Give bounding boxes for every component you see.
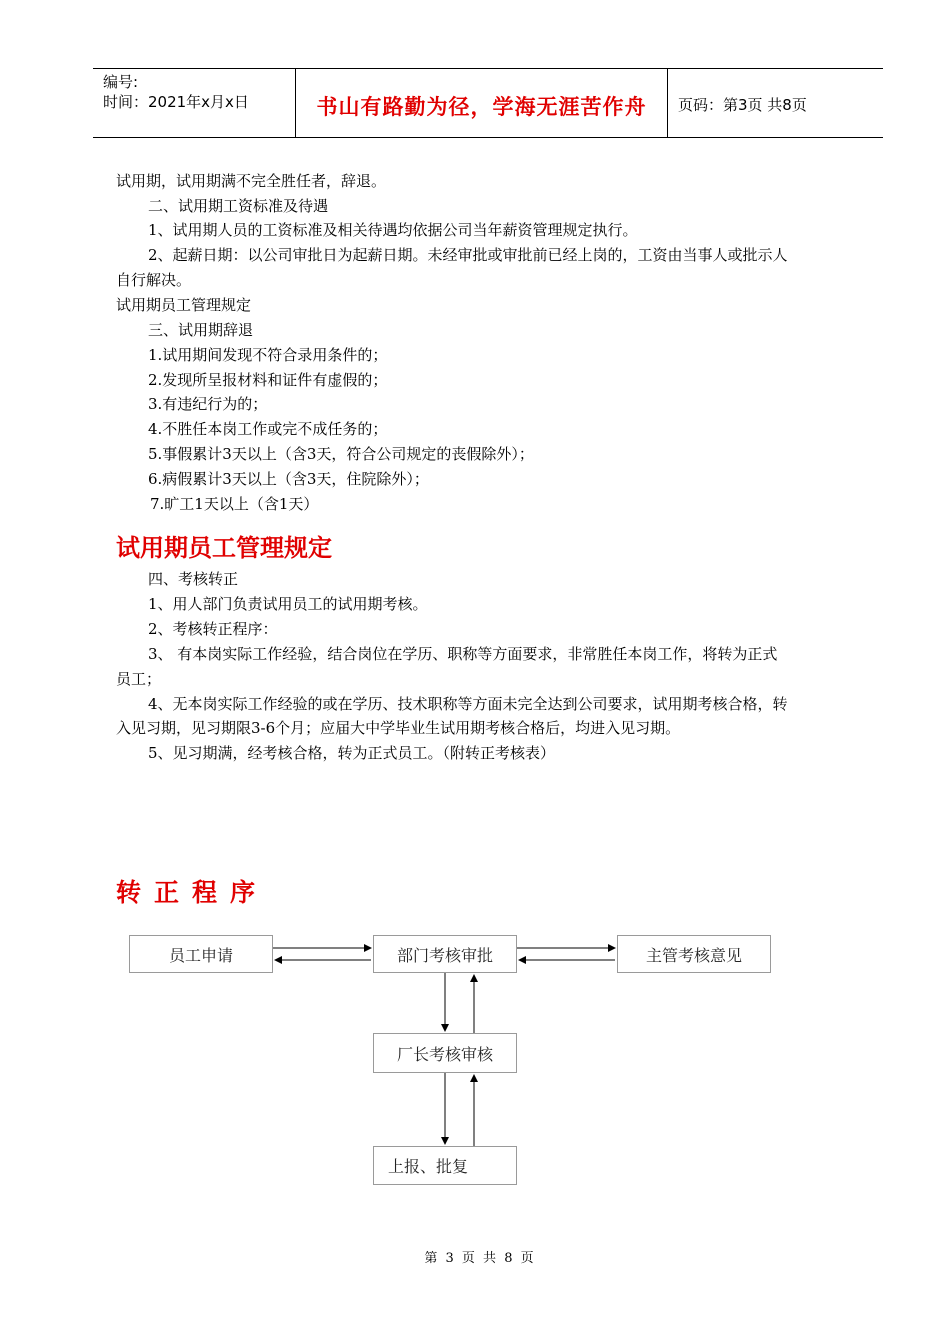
- section-heading: 试用期员工管理规定: [116, 534, 332, 562]
- section-line: 四、考核转正: [148, 570, 239, 588]
- flow-node-director: 厂长考核审核: [373, 1033, 517, 1073]
- header-motto: 书山有路勤为径，学海无涯苦作舟: [316, 94, 647, 119]
- flow-node-report: 上报、批复: [373, 1146, 517, 1185]
- body-line: 5.事假累计3天以上（含3天，符合公司规定的丧假除外）；: [148, 445, 534, 463]
- body-line: 1.试用期间发现不符合录用条件的；: [148, 346, 388, 364]
- section-line: 入见习期，见习期限3-6个月；应届大中学毕业生试用期考核合格后，均进入见习期。: [116, 719, 681, 737]
- section-line: 员工；: [116, 670, 162, 688]
- section-line: 4、无本岗实际工作经验的或在学历、技术职称等方面未完全达到公司要求，试用期考核合格，转: [148, 695, 788, 713]
- body-line: 7.旷工1天以上（含1天）: [150, 495, 319, 513]
- flowchart-title: 转正程序: [116, 878, 269, 907]
- body-line: 4.不胜任本岗工作或完不成任务的；: [148, 420, 388, 438]
- flow-node-dept: 部门考核审批: [373, 935, 517, 973]
- page-footer: 第 3 页 共 8 页: [424, 1251, 536, 1266]
- header-page-number: 页码：第3页 共8页: [678, 96, 807, 114]
- body-line: 自行解决。: [116, 271, 192, 289]
- body-line: 试用期员工管理规定: [116, 296, 252, 314]
- body-line: 3.有违纪行为的；: [148, 395, 268, 413]
- body-line: 试用期，试用期满不完全胜任者，辞退。: [116, 172, 387, 190]
- flow-node-apply: 员工申请: [129, 935, 273, 973]
- document-number-label: 编号:: [103, 73, 139, 91]
- section-line: 2、考核转正程序：: [148, 620, 278, 638]
- body-line: 2.发现所呈报材料和证件有虚假的；: [148, 371, 388, 389]
- body-line: 6.病假累计3天以上（含3天，住院除外）；: [148, 470, 429, 488]
- flow-node-supervisor: 主管考核意见: [617, 935, 771, 973]
- body-line: 2、起薪日期：以公司审批日为起薪日期。未经审批或审批前已经上岗的，工资由当事人或批示人: [148, 246, 788, 264]
- section-line: 5、见习期满，经考核合格，转为正式员工。（附转正考核表）: [148, 744, 556, 762]
- section-line: 1、用人部门负责试用员工的试用期考核。: [148, 595, 428, 613]
- document-date-label: 时间：2021年x月x日: [103, 93, 249, 111]
- body-line: 二、试用期工资标准及待遇: [148, 197, 329, 215]
- body-line: 三、试用期辞退: [148, 321, 254, 339]
- section-line: 3、 有本岗实际工作经验，结合岗位在学历、职称等方面要求，非常胜任本岗工作，将转为正式: [148, 645, 778, 663]
- body-line: 1、试用期人员的工资标准及相关待遇均依据公司当年薪资管理规定执行。: [148, 221, 638, 239]
